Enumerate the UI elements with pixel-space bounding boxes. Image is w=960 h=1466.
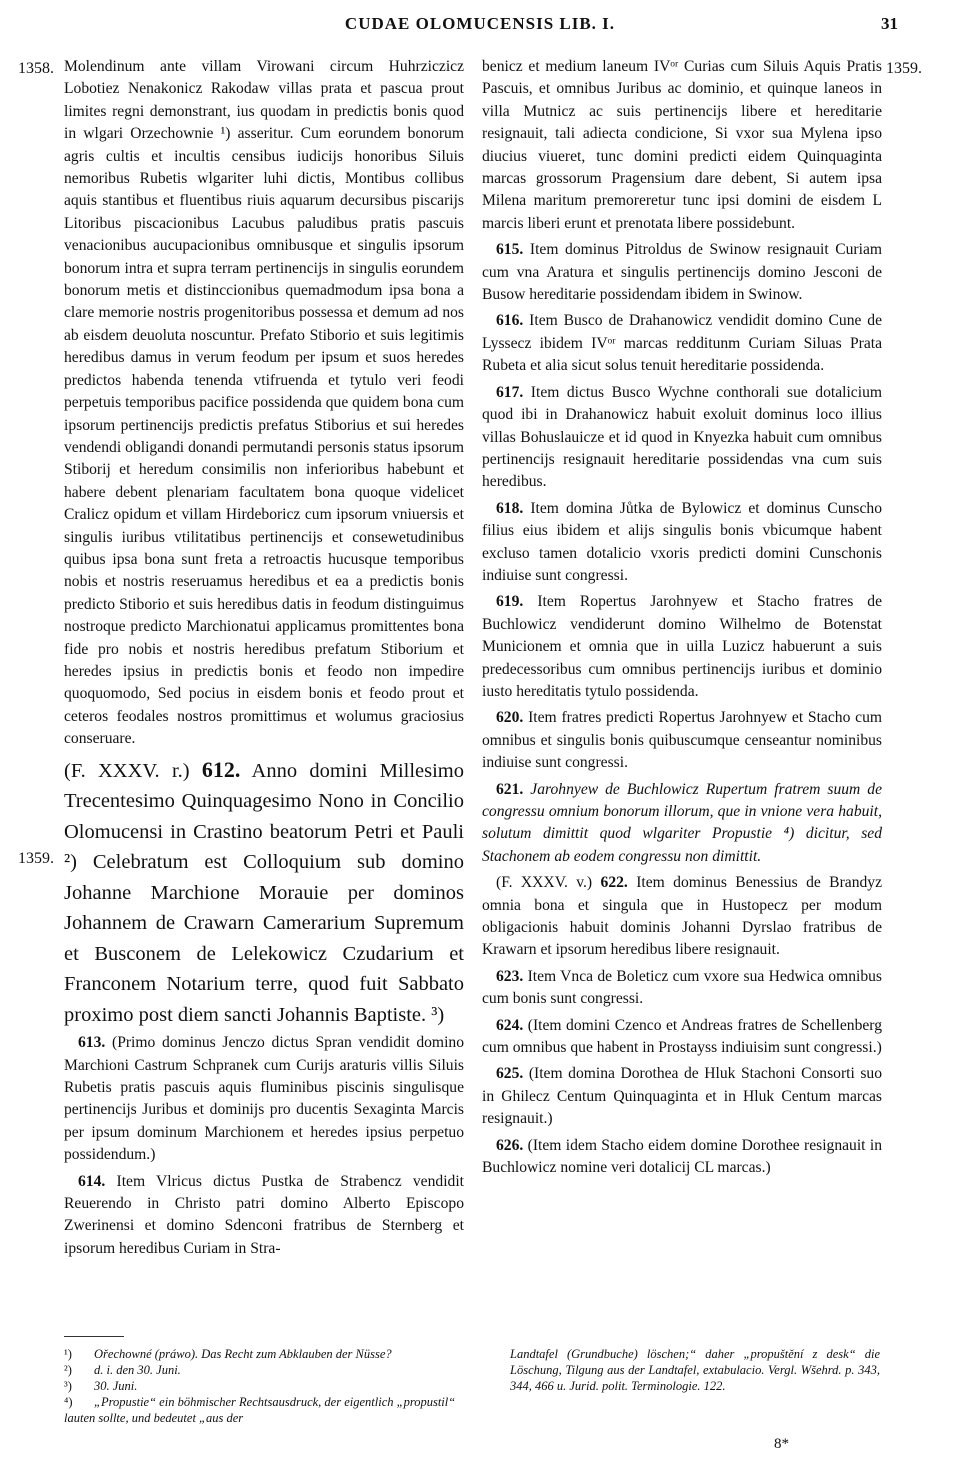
entry-number: 617. [496,383,524,401]
entry-text: Item domina Jůtka de Bylowicz et dominus Cunscho filius eius ibidem et alijs singulis bonis vbicumque habent excluso tamen dotalicio vxoris predicti domini Cunschonis indiuise sunt congressi. [482,499,882,584]
entry-text: (Item idem Stacho eidem domine Dorothee resignauit in Buchlowicz nomine veri dotalicij CL marcas.) [482,1136,882,1177]
entry-number: 615. [496,241,524,259]
entry-622 [482,872,882,962]
margin-year-1359-right: 1359. [886,60,922,77]
footnote-mark: ¹) [64,1347,72,1361]
charter-text: Molendinum ante villam Virowani circum Huhrziczicz Lobotiez Nenakonicz Rakodaw villas prata et pascua prout limites regni demonstrant, ius quodam in predictis bonis quod in wlgari Orzechownie ¹) asseritur. Cum eorundem bonorum agris cultis et incultis censibus iudicijs honoribus Siluis nemoribus Rubetis wlgariter luhi dictis, Montibus collibus aquis stantibus et fluentibus riuis aquarum decursibus piscarijs Litoribus piscacionibus Lacubus paludibus pratis pascuis venacionibus aucupacionibus omnibusque et singulis ipsorum bonorum intra et supra terram pertinencijs in singulis eorundem bonorum metis et distinccionibus quemadmodum ipsa bona a clare memorie nostris progenitoribus possessa et demum ad nos ab eisdem deuoluta noscuntur. Prefato Stiborio et suis legitimis heredibus damus in verum feodum per ipsum et suos heredes predictos habenda tenenda vtifruenda et tytulo veri feodi perpetuis temporibus pacifice possidenda que quidem bona cum ipsorum pertinencijs predictis prefatus Stiborius et sui heredes vendendi obligandi donandi permutandi personis status ipsorum Stiborij et heredum consimilis non inferioribus habebunt et habere debent plenariam facultatem bona quoque videlicet Cralicz opidum et villam Hirdeboricz cum ipsorum vniuersis et singulis iuribus vtilitatibus pertinencijs et consewetudinibus quibus ipsa bona sunt freta a retroactis hucusque temporibus nobis et nostris reseruamus heredibus et ea a predictis bonis predicto Stiborio et suis heredibus datis in feodum distinguimus nostroque predicto Marchionatui applicamus promittentes bona fide pro nobis et nostris heredibus prefatum Stiborium et heredes ipsius in predictis bonis et feodo non impedire quoquomodo, Sed pocius in eisdem bonis et feodo prout et ceteros feodales nostros promittimus et wolumus graciosius conseruare. [64,58,464,748]
entry-text: Item dictus Busco Wychne conthorali sue dotalicium quod ibi in Drahanowicz habuit exoluit dominus loco illius villas Bohuslauicze et id quod in Knyezka habuit cum omnibus pertinencijs resignauit hereditarie possidendas vna cum suis heredibus. [482,383,882,491]
entry-text: Jarohnyew de Buchlowicz Rupertum fratrem suum de congressu omnium bonorum illorum, que in vnione vera habuit, solutum dimittit quod wlgariter Propustie ⁴) dicitur, sed Stachonem ab eodem congressu non dimittit. [482,780,883,865]
folio-mark: (F. XXXV. r.) [64,759,190,782]
entry-613 [64,1032,464,1166]
footnote-1 [64,1346,464,1362]
entry-number: 625. [496,1065,524,1083]
page-header [0,14,960,36]
margin-year-1358: 1358. [18,60,54,77]
entry-text: Item dominus Pitroldus de Swinow resignauit Curiam cum vna Aratura et singulis pertinencijs domino Jesconi de Busow hereditarie possidendam ibidem in Swinow. [482,241,882,304]
footnote-4 [64,1394,464,1426]
entry-624 [482,1015,882,1060]
entry-text: (Item domini Czenco et Andreas fratres de Schellenberg cum omnibus que habent in Prostayss indiuisim sunt congressi.) [482,1016,882,1057]
entry-text: Anno domini Millesimo Trecentesimo Quinquagesimo Nono in Concilio Olomucensi in Crastino beatorum Petri et Pauli ²) Celebratum est Colloquium sub domino Johanne Marchione Morauie per dominos Johannem de Crawarn Camerarium Supremum et Busconem de Lelekowicz Czudarium et Franconem Notarium terre, quod fuit Sabbato proximo post diem sancti Johannis Baptiste. ³) [64,759,464,1026]
footnote-text: „Propustie“ ein böhmischer Rechtsausdruck, der eigentlich „propustil“ lauten sollte, und bedeutet „aus der [64,1395,456,1425]
entry-number: 616. [496,312,524,330]
entry-625 [482,1063,882,1130]
entry-617 [482,382,882,494]
footnote-mark: ²) [64,1363,72,1377]
entry-number: 612. [201,756,241,782]
entry-number: 620. [496,709,524,727]
entry-text: (Primo dominus Jenczo dictus Spran vendidit domino Marchioni Castrum Schpranek cum Curijs araturis villis Siluis Rubetis pratis pascuis aquis fluminibus piscinis singulisque pertinencijs Juribus et dominijs pro ducentis Sexaginta Marcis per ipsum dominum Marchionem et heredes ipsius perpetuo possidendum.) [64,1034,464,1164]
page-number: 31 [881,14,898,33]
entry-626 [482,1135,882,1180]
footnote-mark: ⁴) [64,1395,73,1409]
entry-text: Item Vlricus dictus Pustka de Strabencz vendidit Reuerendo in Christo patri domino Alberto Episcopo Zwerinensi et domino Sdenconi fratribus de Sternberg et ipsorum heredibus Curiam in Stra- [64,1172,464,1257]
entry-number: 613. [78,1034,106,1052]
entry-614-continued: benicz et medium laneum IVᵒʳ Curias cum Siluis Aquis Pratis Pascuis, et omnibus Juribus ac dominio, et quinque laneos in villa Mutnicz ac suis pertinencijs libere et hereditarie resignauit, tali adiecta condicione, Si vxor sua Mylena ipso diucius viueret, tunc domini predicti eidem Quinquaginta marcas grossorum Pragensium dare debent, Si autem ipsa Milena maritum premoreretur tunc ipsi domini de eisdem L marcis liberi erunt et prenotata libere possidebunt. [482,58,882,232]
entry-number: 622. [600,874,628,892]
folio-mark: (F. XXXV. v.) [496,874,593,892]
entry-text: Item dominus Benessius de Brandyz omnia bona et singula que in Hustopecz per modum obligacionis habuit dominis Johanni Dyrslao fratribus de Krawarn et ipsorum heredibus libere resignauit. [482,874,883,959]
entry-620 [482,707,882,774]
entry-623 [482,966,882,1011]
entry-number: 619. [496,593,524,611]
footnotes-right [510,1346,880,1394]
entry-614 [64,1171,464,1261]
footnotes-left [64,1346,464,1426]
entry-text: Item fratres predicti Ropertus Jarohnyew et Stacho cum omnibus et singulis bonis quibuscumque censeantur nominibus indiuise sunt congressi. [482,709,883,772]
entry-text: Item Busco de Drahanowicz vendidit domino Cune de Lyssecz ibidem IVᵒʳ marcas redditunm Curiam Siluas Prata Rubeta et alia sicut solus tenuit hereditarie possidenda. [482,312,882,375]
footnote-text: 30. Juni. [94,1379,138,1393]
right-column [482,56,882,1184]
entry-618 [482,498,882,588]
entry-621 [482,779,882,869]
entry-text: (Item domina Dorothea de Hluk Stachoni Consorti suo in Ghilecz Centum Quinquaginta et in Hluk Centum marcas resignauit.) [482,1065,882,1128]
footnote-mark: ³) [64,1379,72,1393]
entry-612 [64,755,464,1031]
footnote-text: Ořechowné (práwo). Das Recht zum Abklauben der Nüsse? [94,1347,392,1361]
entry-615 [482,239,882,306]
footnote-text: d. i. den 30. Juni. [94,1363,181,1377]
entry-616 [482,310,882,377]
entry-text: Item Vnca de Boleticz cum vxore sua Hedwica omnibus cum bonis sunt congressi. [482,967,882,1008]
entry-number: 621. [496,780,524,798]
entry-number: 624. [496,1016,524,1034]
footnote-2 [64,1362,464,1378]
margin-year-1359-left: 1359. [18,850,54,867]
left-column [64,56,464,1264]
entry-619 [482,591,882,703]
footnote-3 [64,1378,464,1394]
entry-number: 618. [496,499,524,517]
printer-signature: 8* [774,1436,789,1452]
running-title: CUDAE OLOMUCENSIS LIB. I. [344,14,616,33]
footnote-4-continued: Landtafel (Grundbuche) löschen;“ daher „propuštění z desk“ die Löschung, Tilgung aus der Landtafel, extabulacio. Vergl. Wšehrd. p. 343, 344, 466 u. Jurid. polit. Terminologie. 122. [510,1347,880,1393]
entry-number: 623. [496,967,524,985]
entry-number: 626. [496,1136,524,1154]
entry-number: 614. [78,1172,106,1190]
footnote-rule [64,1336,124,1337]
entry-text: Item Ropertus Jarohnyew et Stacho fratres de Buchlowicz vendiderunt domino Wilhelmo de Botenstat Municionem et omnia que in uilla Luzicz habuerunt a suis predecessoribus cum omnibus pertinencijs iuribus et dominio iusto hereditatis tytulo possidenda. [482,593,883,700]
